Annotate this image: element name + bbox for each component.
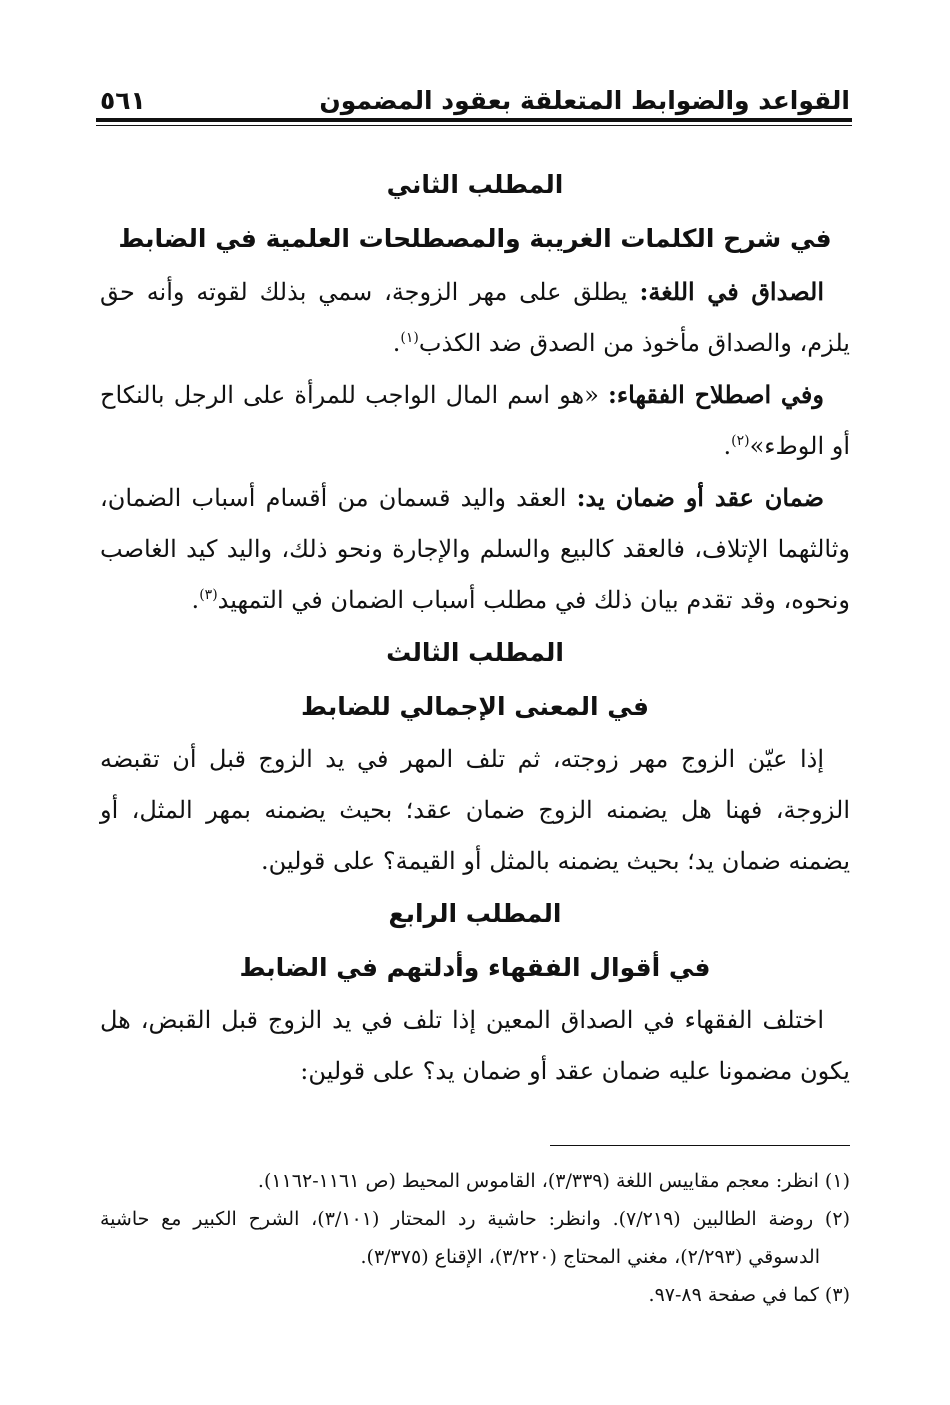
section-4-title: المطلب الرابع — [388, 899, 562, 928]
paragraph-general-meaning: إذا عيّن الزوج مهر زوجته، ثم تلف المهر في يد الزوج قبل أن تقبضه الزوجة، فهنا هل يضمنه الزوج ضمان عقد؛ بحيث يضمنه بمهر المثل، أو يضمنه ضمان يد؛ بحيث يضمنه بالمثل أو القيمة؟ على قولين. — [100, 745, 850, 875]
page-number: ٥٦١ — [100, 86, 146, 115]
term-sadaq-language: الصداق في اللغة: — [639, 277, 824, 306]
term-fiqh-definition: وفي اصطلاح الفقهاء: — [607, 380, 824, 409]
paragraph-damage-types-text: العقد واليد قسمان من أقسام أسباب الضمان، وثالثهما الإتلاف، فالعقد كالبيع والسلم والإجارة ونحو ذلك، واليد كيد الغاصب ونحوه، وقد تقدم بيان ذلك في مطلب أسباب الضمان في التمهيد — [100, 484, 850, 614]
section-4-subtitle: في أقوال الفقهاء وأدلتهم في الضابط — [239, 953, 711, 982]
main-text — [100, 158, 850, 1097]
footnote-3: (٣) كما في صفحة ٨٩-٩٧. — [648, 1284, 850, 1306]
paragraph-sadaq-fiqh-text: «هو اسم المال الواجب للمرأة على الرجل بالنكاح أو الوطء» — [100, 381, 850, 460]
header-rule-thin — [96, 125, 852, 126]
footnote-1: (١) انظر: معجم مقاييس اللغة (٣/٣٣٩)، القاموس المحيط (ص ١١٦١-١١٦٢). — [257, 1170, 850, 1192]
footnote-2: (٢) روضة الطالبين (٧/٢١٩). وانظر: حاشية رد المحتار (٣/١٠١)، الشرح الكبير مع حاشية الدسوقي (٢/٢٩٣)، مغني المحتاج (٣/٢٢٠)، الإقناع (٣/٣٧٥). — [100, 1208, 850, 1268]
paragraph-sadaq-fiqh: وفي اصطلاح الفقهاء: «هو اسم المال الواجب للمرأة على الرجل بالنكاح أو الوطء»$^{(٢)}$. — [100, 380, 850, 460]
header-rule-thick — [96, 118, 852, 122]
paragraph-sadaq-language: الصداق في اللغة: يطلق على مهر الزوجة، سمي بذلك لقوته وأنه حق يلزم، والصداق مأخوذ من الصدق ضد الكذب$^{(١)}$. — [100, 277, 850, 357]
term-contract-hand-liability: ضمان عقد أو ضمان يد: — [576, 483, 824, 512]
section-3-subtitle: في المعنى الإجمالي للضابط — [301, 692, 649, 721]
paragraph-sadaq-language-text: يطلق على مهر الزوجة، سمي بذلك لقوته وأنه حق يلزم، والصداق مأخوذ من الصدق ضد الكذب — [100, 278, 850, 357]
running-head — [100, 80, 850, 116]
section-2-title: المطلب الثاني — [386, 170, 564, 199]
footnote-separator — [550, 1145, 850, 1146]
footnote-ref-3[interactable]: (٣) — [199, 587, 218, 603]
running-head-title: القواعد والضوابط المتعلقة بعقود المضمون — [319, 86, 850, 115]
section-3-title: المطلب الثالث — [386, 638, 564, 667]
footnotes — [100, 1162, 850, 1314]
paragraph-damage-types: ضمان عقد أو ضمان يد: العقد واليد قسمان من أقسام أسباب الضمان، وثالثهما الإتلاف، فالعقد كالبيع والسلم والإجارة ونحو ذلك، واليد كيد الغاصب ونحوه، وقد تقدم بيان ذلك في مطلب أسباب الضمان في التمهيد$^{(٣)}$. — [100, 483, 850, 614]
paragraph-scholars-views: اختلف الفقهاء في الصداق المعين إذا تلف في يد الزوج قبل القبض، هل يكون مضمونا عليه ضمان عقد أو ضمان يد؟ على قولين: — [100, 1006, 850, 1085]
footnote-ref-1[interactable]: (١) — [400, 330, 419, 346]
footnote-ref-2[interactable]: (٢) — [731, 433, 750, 449]
section-2-subtitle: في شرح الكلمات الغريبة والمصطلحات العلمية في الضابط — [118, 224, 832, 253]
